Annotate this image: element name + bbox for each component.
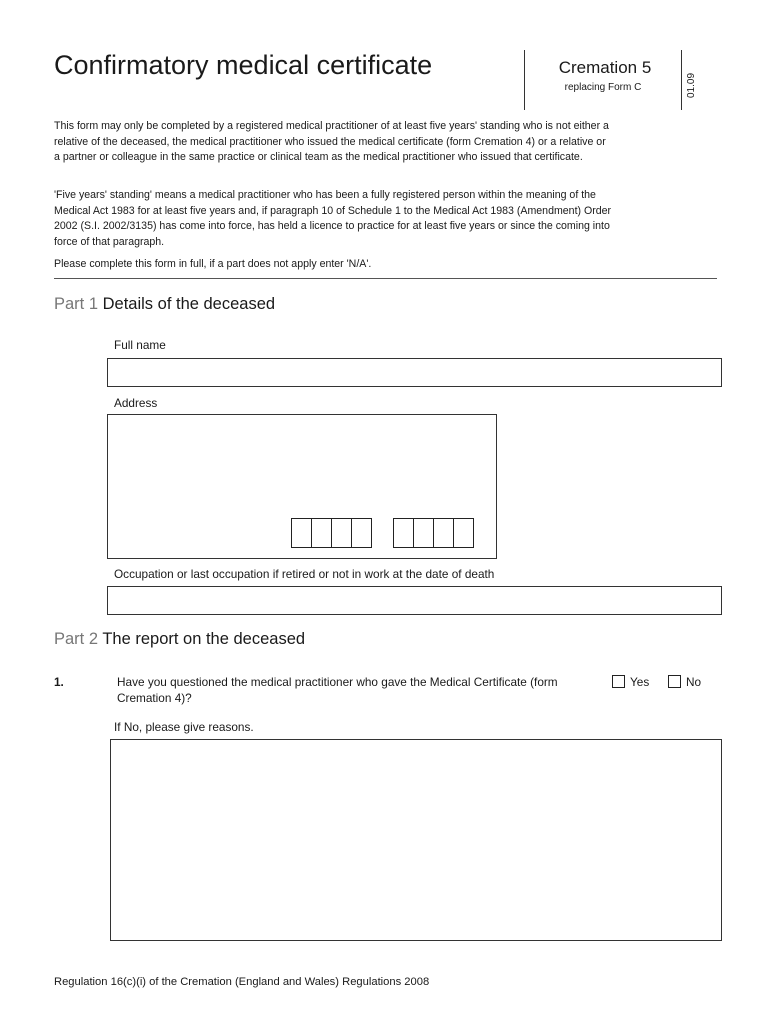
occupation-field[interactable] [107,586,722,615]
header-divider-right [681,50,682,110]
question-text: Have you questioned the medical practitioner who gave the Medical Certificate (form Cremation 4)? [117,675,558,705]
postcode-char-box[interactable] [393,518,414,548]
form-version: 01.09 [686,72,697,98]
question-number: 1. [54,675,64,689]
no-checkbox[interactable] [668,675,681,688]
section-divider [54,278,717,279]
postcode-char-box[interactable] [331,518,352,548]
part1-heading [54,295,275,314]
regulation-footer: Regulation 16(c)(i) of the Cremation (England and Wales) Regulations 2008 [54,976,430,988]
part2-heading [54,630,305,649]
part2-title: The report on the deceased [102,630,306,648]
page-title: Confirmatory medical certificate [54,50,433,80]
postcode-char-box[interactable] [311,518,332,548]
postcode-char-box[interactable] [453,518,474,548]
reasons-field[interactable] [110,739,722,941]
part2-number: Part 2 [54,630,99,648]
no-option[interactable] [668,675,701,689]
postcode-char-box[interactable] [433,518,454,548]
part1-number: Part 1 [54,295,99,313]
intro-paragraph-3: Please complete this form in full, if a part does not apply enter 'N/A'. [54,258,372,270]
full-name-field[interactable] [107,358,722,387]
header-divider-left [524,50,525,110]
reasons-label: If No, please give reasons. [114,720,254,734]
intro-paragraph-1: This form may only be completed by a registered medical practitioner of at least five years' standing who is not either a relative of the deceased, the medical practitioner who issued the medical certificate (form Cremation 4) or a relative or a partner or colleague in the same practice or clinical team as the medical practitioner who issued that certificate. [54,120,609,163]
postcode-char-box[interactable] [291,518,312,548]
yes-checkbox[interactable] [612,675,625,688]
intro-paragraph-2: 'Five years' standing' means a medical practitioner who has been a fully registered person within the meaning of the Medical Act 1983 for at least five years and, if paragraph 10 of Schedule 1 to the Medical Act 1983 (Amendment) Order 2002 (S.I. 2002/3135) has come into force, has held a licence to practice for at least five years or since the coming into force of that paragraph. [54,189,612,248]
part1-title: Details of the deceased [102,295,276,313]
postcode-inward-boxes [394,518,474,548]
occupation-label: Occupation or last occupation if retired or not in work at the date of death [114,567,495,581]
form-code: Cremation 5 [558,58,652,77]
postcode-char-box[interactable] [413,518,434,548]
no-label: No [686,675,702,689]
address-label: Address [114,396,158,410]
form-replacing: replacing Form C [564,82,642,93]
postcode-char-box[interactable] [351,518,372,548]
yes-label: Yes [630,675,650,689]
yes-option[interactable] [612,675,649,689]
postcode-outward-boxes [292,518,372,548]
full-name-label: Full name [114,338,166,352]
